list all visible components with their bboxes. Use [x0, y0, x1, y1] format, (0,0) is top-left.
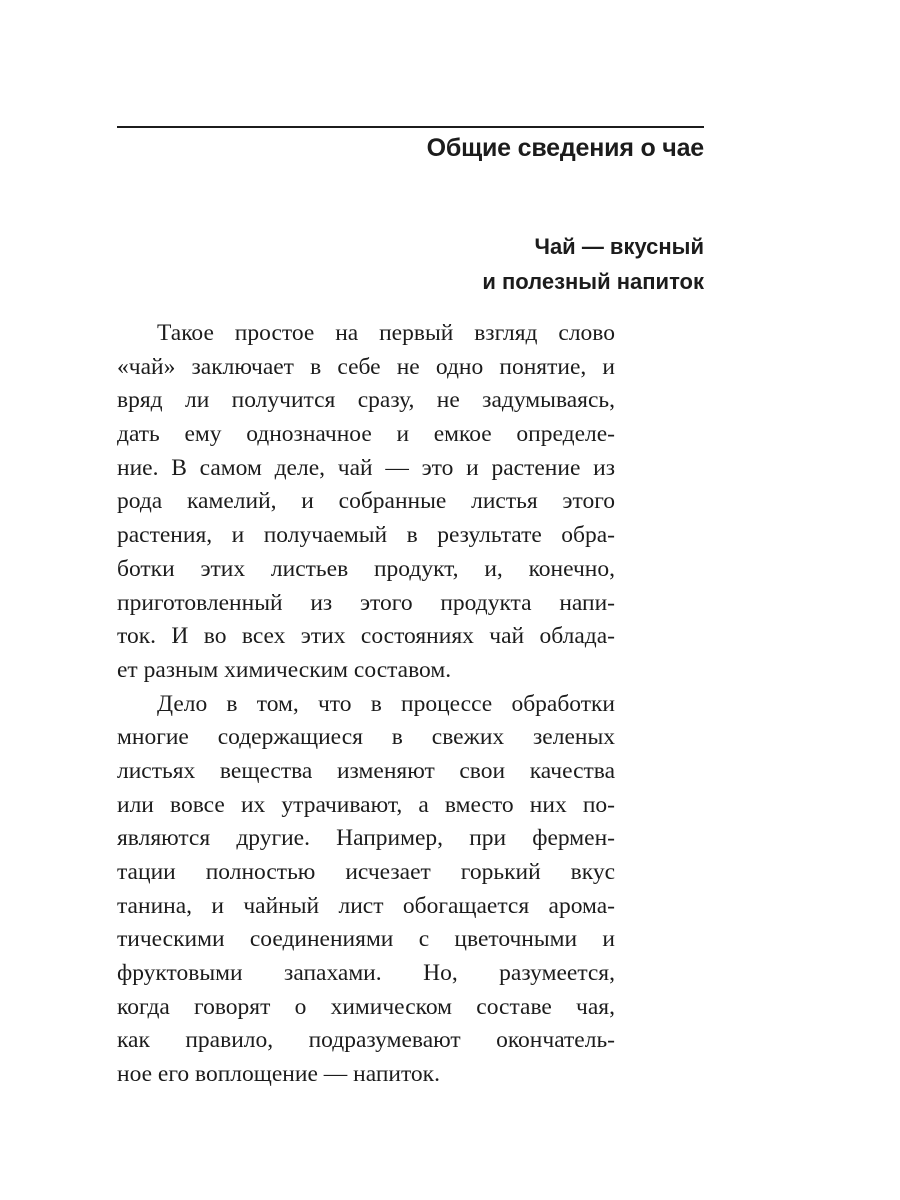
- text-line: ние. В самом деле, чай — это и растение из: [117, 454, 615, 481]
- text-line: многие содержащиеся в свежих зеленых: [117, 724, 615, 751]
- text-line: растения, и получаемый в результате обра-: [117, 522, 615, 549]
- running-head: Общие сведения о чае: [426, 134, 704, 162]
- header-rule: [117, 126, 704, 128]
- text-line: фруктовыми запахами. Но, разумеется,: [117, 960, 615, 987]
- text-line: приготовленный из этого продукта напи-: [117, 589, 615, 616]
- section-title: [482, 229, 704, 299]
- paragraph-1: [117, 317, 615, 688]
- text-line: дать ему однозначное и емкое определе-: [117, 421, 615, 448]
- text-line: листьях вещества изменяют свои качества: [117, 757, 615, 784]
- text-line: являются другие. Например, при фермен-: [117, 825, 615, 852]
- text-line: ное его воплощение — напиток.: [117, 1061, 440, 1088]
- paragraph-2: [117, 688, 615, 1092]
- text-line: рода камелий, и собранные листья этого: [117, 488, 615, 515]
- body-text: [117, 317, 615, 1092]
- text-line: тации полностью исчезает горький вкус: [117, 859, 615, 885]
- text-line: тическими соединениями с цветочными и: [117, 926, 615, 953]
- text-line: танина, и чайный лист обогащается арома-: [117, 892, 615, 919]
- text-line: как правило, подразумевают окончатель-: [117, 1027, 615, 1054]
- text-line: вряд ли получится сразу, не задумываясь,: [117, 387, 615, 414]
- text-line: Такое простое на первый взгляд слово: [157, 320, 615, 346]
- text-line: ток. И во всех этих состояниях чай облада-: [117, 623, 615, 650]
- section-title-line-2: и полезный напиток: [482, 269, 704, 294]
- text-line: когда говорят о химическом составе чая,: [117, 993, 615, 1020]
- text-line: или вовсе их утрачивают, а вместо них по-: [117, 791, 615, 818]
- text-line: ет разным химическим составом.: [117, 656, 452, 683]
- text-line: Дело в том, что в процессе обработки: [157, 690, 615, 717]
- text-line: ботки этих листьев продукт, и, конечно,: [117, 555, 615, 582]
- section-title-line-1: Чай — вкусный: [534, 234, 704, 259]
- text-line: «чай» заключает в себе не одно понятие, и: [117, 353, 615, 380]
